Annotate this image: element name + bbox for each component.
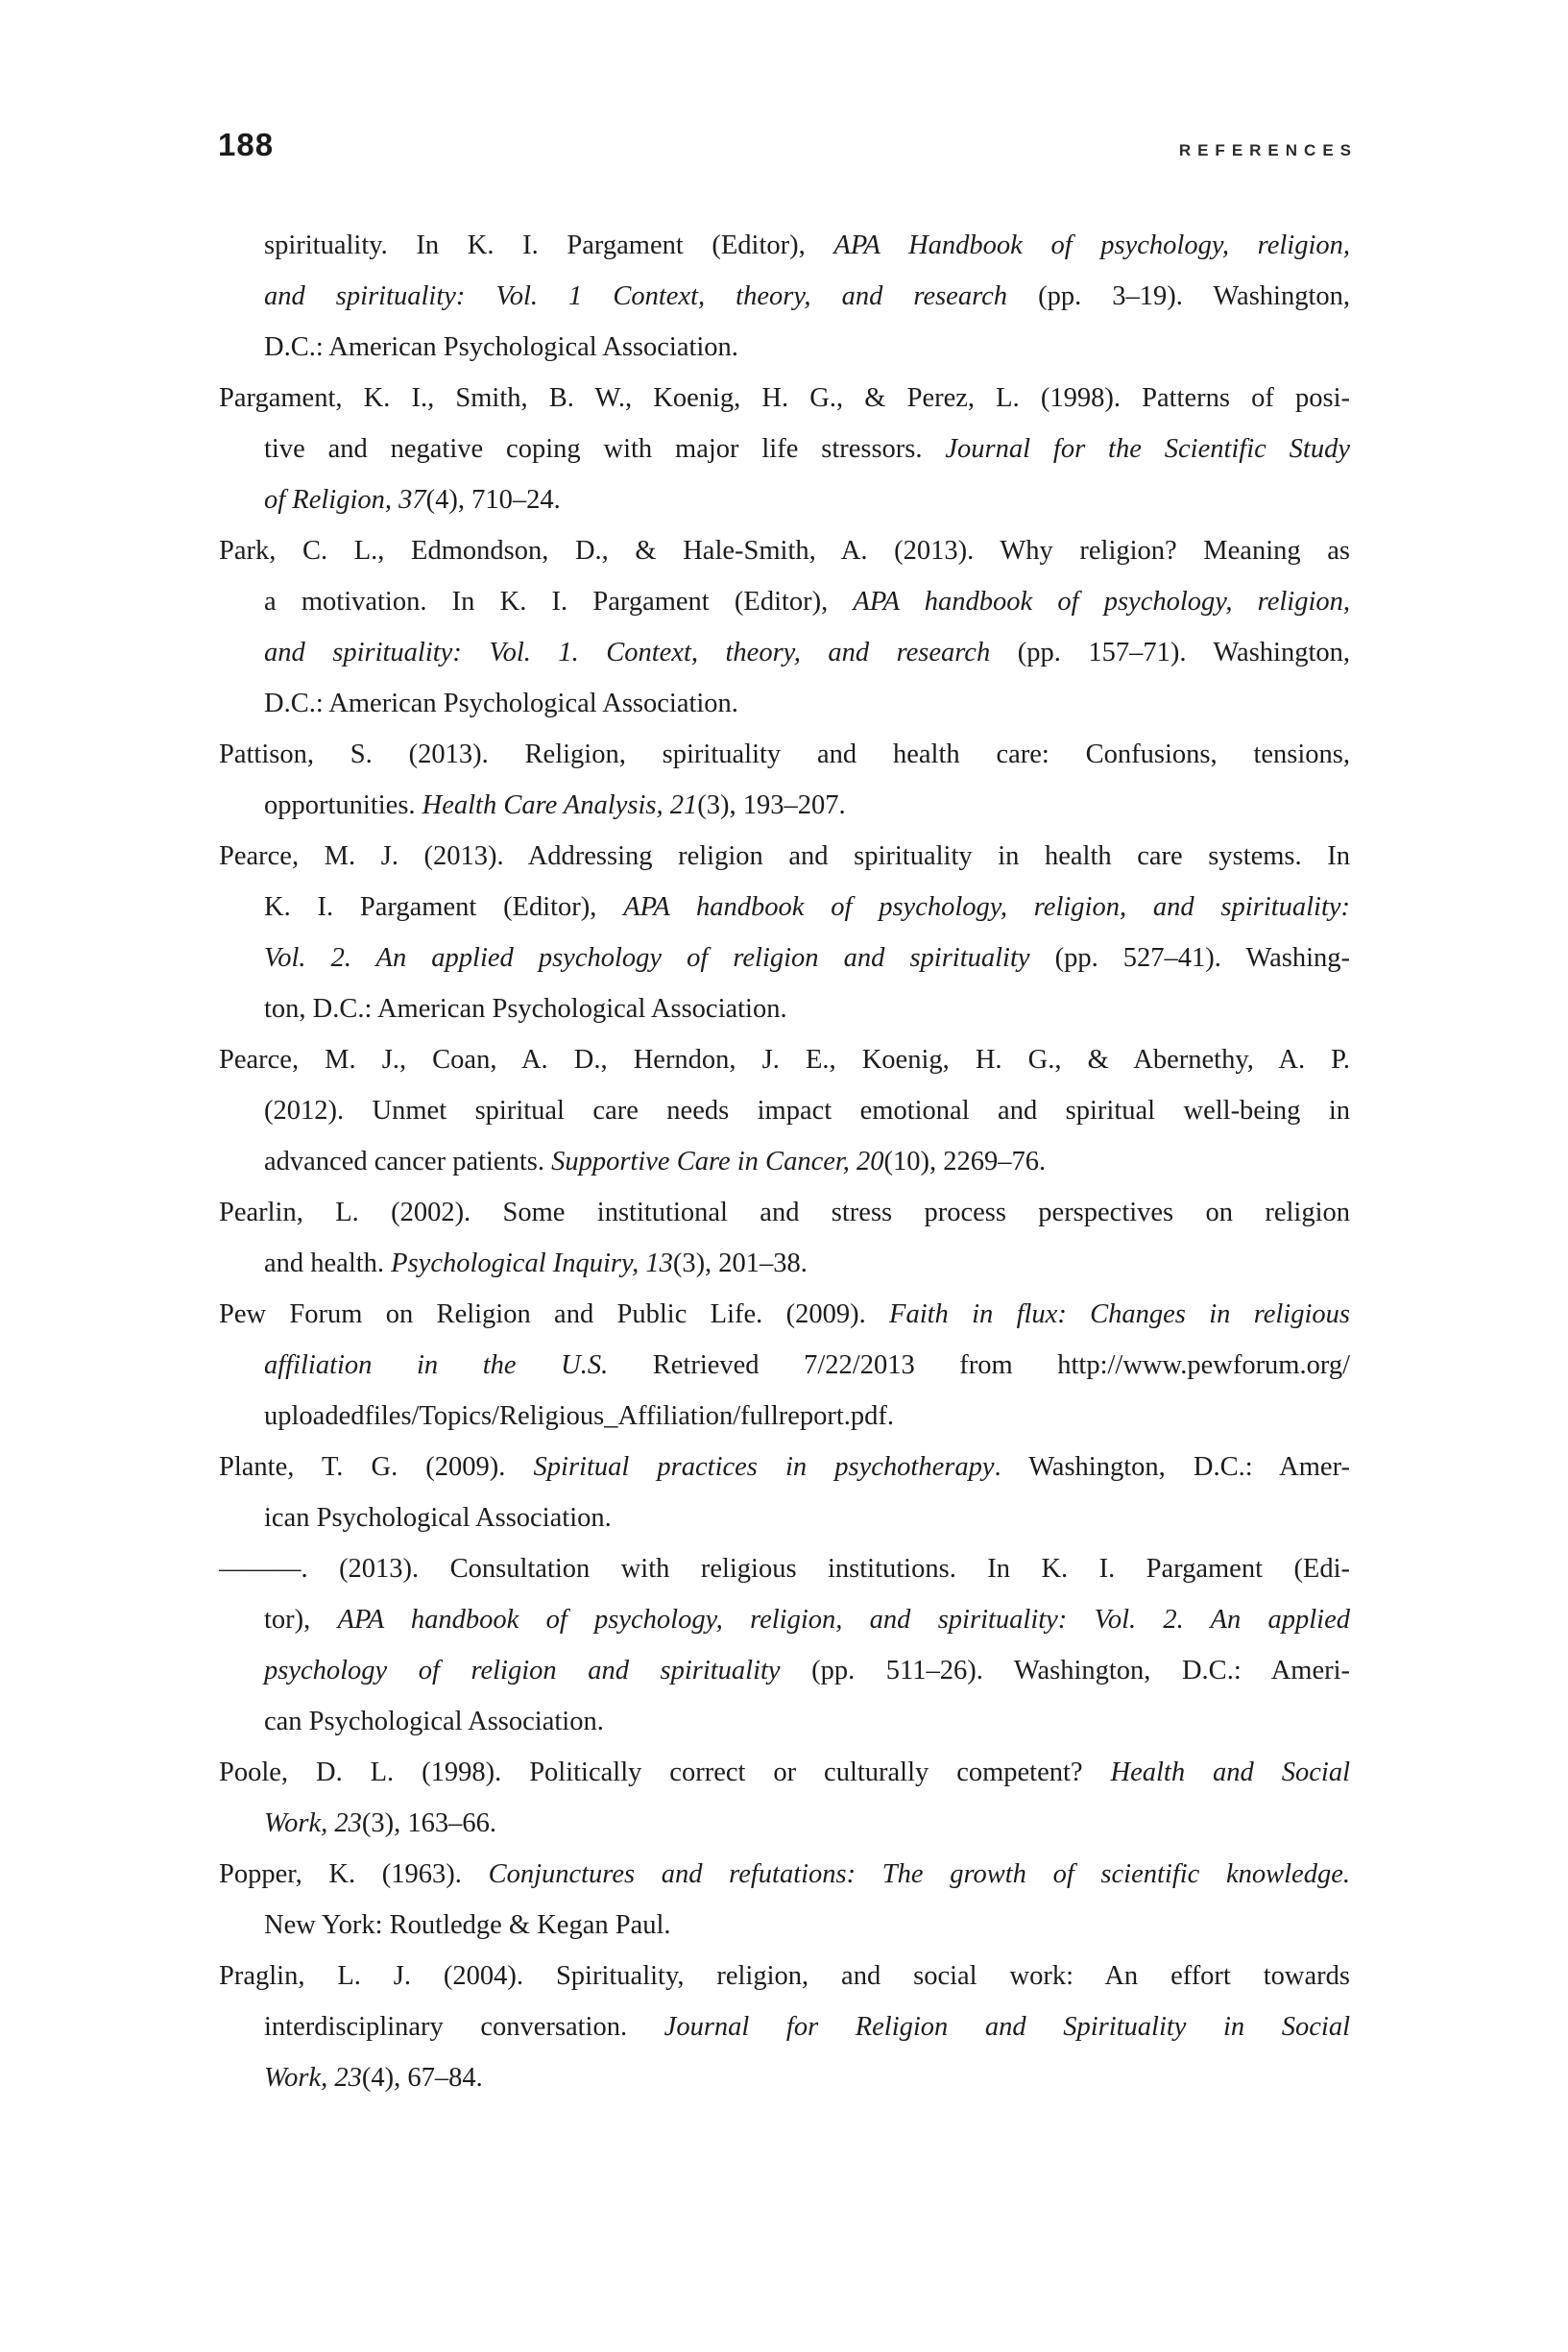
- reference-line: [219, 424, 1350, 474]
- reference-line: [219, 1340, 1350, 1391]
- reference-plain-text: Park, C. L., Edmondson, D., & Hale-Smith, A. (2013). Why religion? Meaning as: [219, 536, 1350, 566]
- reference-plain-text: Praglin, L. J. (2004). Spirituality, religion, and social work: An effort towards: [219, 1961, 1350, 1991]
- reference-plain-text: ican Psychological Association.: [264, 1503, 612, 1533]
- reference-plain-text: K. I. Pargament (Editor),: [264, 892, 624, 922]
- reference-line: [219, 729, 1350, 780]
- reference-italic-text: Journal for Religion and Spirituality in Social: [663, 2012, 1350, 2042]
- reference-line: [219, 933, 1350, 983]
- reference-italic-text: and spirituality: Vol. 1 Context, theory, and research: [264, 281, 1008, 311]
- reference-line: [219, 1849, 1350, 1900]
- reference-line: [219, 1747, 1350, 1798]
- reference-italic-text: Psychological Inquiry, 13: [391, 1249, 673, 1278]
- reference-plain-text: (10), 2269–76.: [883, 1147, 1047, 1176]
- reference-entry: [219, 1442, 1350, 1543]
- page-header: [218, 127, 1358, 163]
- reference-line: [219, 1238, 1350, 1289]
- reference-line: [219, 525, 1350, 576]
- reference-italic-text: APA handbook of psychology, religion,: [853, 587, 1350, 617]
- reference-italic-text: APA handbook of psychology, religion, and spirituality:: [623, 892, 1350, 922]
- reference-plain-text: (3), 201–38.: [672, 1249, 808, 1278]
- reference-line: [219, 322, 1350, 373]
- reference-line: [219, 1543, 1350, 1594]
- reference-plain-text: (pp. 157–71). Washington,: [990, 638, 1350, 667]
- reference-line: [219, 220, 1350, 271]
- reference-line: [219, 271, 1350, 322]
- reference-plain-text: D.C.: American Psychological Association.: [264, 689, 738, 718]
- reference-entry: [219, 1034, 1350, 1187]
- reference-line: [219, 831, 1350, 882]
- reference-line: [219, 1900, 1350, 1951]
- reference-line: [219, 474, 1350, 525]
- reference-italic-text: Journal for the Scientific Study: [945, 434, 1350, 464]
- reference-plain-text: a motivation. In K. I. Pargament (Editor),: [264, 587, 854, 617]
- reference-plain-text: uploadedfiles/Topics/Religious_Affiliation/fullreport.pdf.: [264, 1401, 895, 1431]
- reference-line: [219, 576, 1350, 627]
- reference-plain-text: New York: Routledge & Kegan Paul.: [264, 1910, 671, 1940]
- reference-italic-text: Conjunctures and refutations: The growth of scientific knowledge.: [488, 1859, 1350, 1889]
- reference-line: [219, 1187, 1350, 1238]
- references-list: [219, 220, 1350, 2103]
- reference-plain-text: (3), 163–66.: [361, 1808, 496, 1838]
- reference-italic-text: Supportive Care in Cancer, 20: [551, 1147, 884, 1176]
- reference-line: [219, 678, 1350, 729]
- reference-plain-text: ton, D.C.: American Psychological Association.: [264, 994, 787, 1024]
- reference-line: [219, 1391, 1350, 1442]
- reference-italic-text: Vol. 2. An applied psychology of religion and spirituality: [264, 943, 1030, 973]
- reference-italic-text: affiliation in the U.S.: [264, 1350, 609, 1380]
- reference-line: [219, 1289, 1350, 1340]
- reference-line: [219, 2052, 1350, 2103]
- reference-italic-text: and spirituality: Vol. 1. Context, theory, and research: [264, 638, 991, 667]
- reference-plain-text: interdisciplinary conversation.: [264, 2012, 664, 2042]
- reference-line: [219, 1085, 1350, 1136]
- reference-plain-text: ———. (2013). Consultation with religious institutions. In K. I. Pargament (Edi-: [219, 1554, 1350, 1584]
- reference-entry: [219, 1951, 1350, 2103]
- reference-plain-text: Retrieved 7/22/2013 from http://www.pewforum.org/: [608, 1350, 1350, 1380]
- reference-entry: [219, 729, 1350, 831]
- reference-plain-text: Pearce, M. J. (2013). Addressing religion and spirituality in health care systems. In: [219, 841, 1350, 871]
- reference-plain-text: tor),: [264, 1605, 338, 1635]
- reference-plain-text: (pp. 511–26). Washington, D.C.: Ameri-: [780, 1656, 1350, 1685]
- reference-entry: [219, 220, 1350, 373]
- reference-italic-text: Work, 23: [264, 1808, 362, 1838]
- reference-entry: [219, 1543, 1350, 1747]
- reference-line: [219, 373, 1350, 424]
- reference-entry: [219, 1747, 1350, 1849]
- reference-line: [219, 780, 1350, 831]
- reference-plain-text: (4), 67–84.: [361, 2063, 483, 2093]
- reference-italic-text: psychology of religion and spirituality: [264, 1656, 781, 1685]
- reference-plain-text: Pearce, M. J., Coan, A. D., Herndon, J. E., Koenig, H. G., & Abernethy, A. P.: [219, 1045, 1350, 1075]
- reference-line: [219, 1645, 1350, 1696]
- reference-plain-text: can Psychological Association.: [264, 1707, 604, 1736]
- page-number: 188: [218, 127, 275, 162]
- reference-plain-text: D.C.: American Psychological Association.: [264, 332, 738, 362]
- reference-line: [219, 627, 1350, 678]
- reference-plain-text: Pew Forum on Religion and Public Life. (2009).: [219, 1299, 890, 1329]
- reference-plain-text: . Washington, D.C.: Amer-: [994, 1452, 1350, 1482]
- reference-entry: [219, 1849, 1350, 1951]
- reference-plain-text: advanced cancer patients.: [264, 1147, 552, 1176]
- reference-plain-text: Plante, T. G. (2009).: [219, 1452, 534, 1482]
- reference-line: [219, 1594, 1350, 1645]
- reference-italic-text: of Religion, 37: [264, 485, 426, 515]
- reference-line: [219, 1442, 1350, 1492]
- reference-line: [219, 1492, 1350, 1543]
- reference-plain-text: (pp. 3–19). Washington,: [1007, 281, 1350, 311]
- reference-plain-text: opportunities.: [264, 790, 422, 820]
- reference-plain-text: Pattison, S. (2013). Religion, spirituality and health care: Confusions, tensions,: [219, 740, 1350, 769]
- reference-line: [219, 1696, 1350, 1747]
- reference-plain-text: (3), 193–207.: [697, 790, 846, 820]
- reference-italic-text: APA Handbook of psychology, religion,: [833, 230, 1350, 260]
- reference-line: [219, 1951, 1350, 2001]
- reference-plain-text: spirituality. In K. I. Pargament (Editor),: [264, 230, 834, 260]
- reference-plain-text: and health.: [264, 1249, 392, 1278]
- reference-entry: [219, 525, 1350, 729]
- reference-italic-text: Spiritual practices in psychotherapy: [533, 1452, 995, 1482]
- reference-line: [219, 882, 1350, 933]
- reference-plain-text: (4), 710–24.: [425, 485, 561, 515]
- reference-plain-text: Poole, D. L. (1998). Politically correct or culturally competent?: [219, 1758, 1111, 1787]
- reference-plain-text: (pp. 527–41). Washing-: [1029, 943, 1350, 973]
- reference-entry: [219, 373, 1350, 525]
- reference-entry: [219, 1289, 1350, 1442]
- reference-line: [219, 2001, 1350, 2052]
- reference-entry: [219, 831, 1350, 1034]
- reference-italic-text: Health Care Analysis, 21: [422, 790, 698, 820]
- reference-plain-text: (2012). Unmet spiritual care needs impact emotional and spiritual well-being in: [264, 1096, 1350, 1126]
- reference-italic-text: Work, 23: [264, 2063, 362, 2093]
- running-head: REFERENCES: [1178, 141, 1358, 159]
- reference-plain-text: tive and negative coping with major life stressors.: [264, 434, 946, 464]
- reference-italic-text: APA handbook of psychology, religion, and spirituality: Vol. 2. An applied: [337, 1605, 1350, 1635]
- reference-entry: [219, 1187, 1350, 1289]
- reference-plain-text: Pearlin, L. (2002). Some institutional and stress process perspectives on religion: [219, 1198, 1350, 1227]
- reference-italic-text: Faith in flux: Changes in religious: [889, 1299, 1350, 1329]
- reference-line: [219, 1136, 1350, 1187]
- reference-plain-text: Popper, K. (1963).: [219, 1859, 489, 1889]
- reference-line: [219, 1034, 1350, 1085]
- reference-plain-text: Pargament, K. I., Smith, B. W., Koenig, H. G., & Perez, L. (1998). Patterns of posi-: [219, 383, 1350, 413]
- reference-italic-text: Health and Social: [1110, 1758, 1350, 1787]
- reference-line: [219, 983, 1350, 1034]
- reference-line: [219, 1798, 1350, 1849]
